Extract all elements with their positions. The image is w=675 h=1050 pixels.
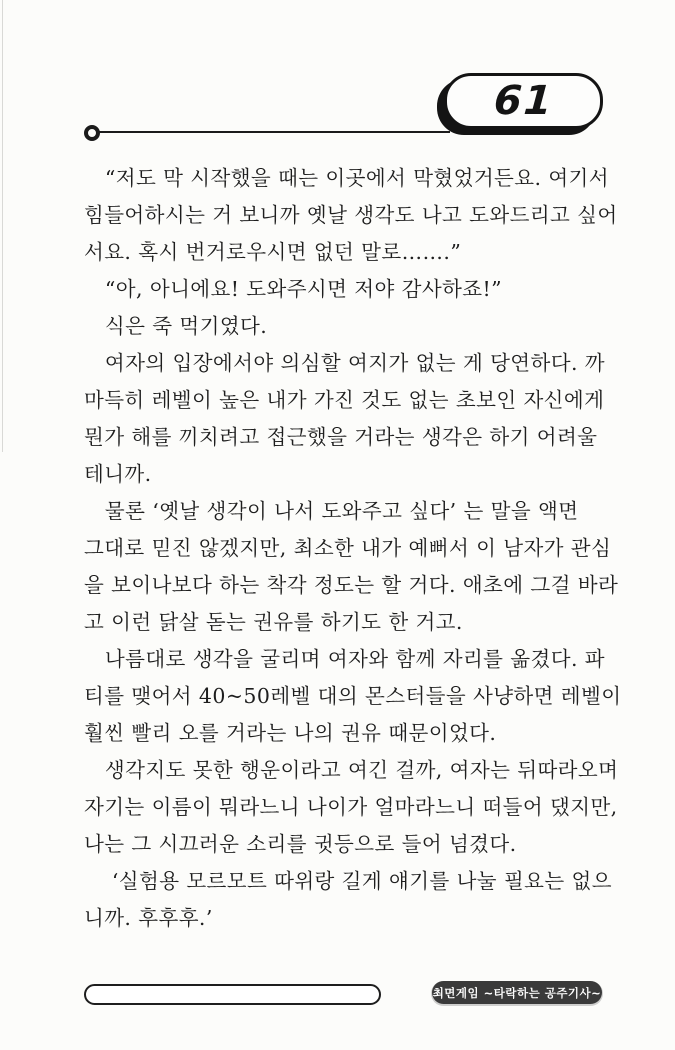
body-text <box>84 160 622 937</box>
text-line: 나름대로 생각을 굴리며 여자와 함께 자리를 옮겼다. 파 <box>84 647 606 671</box>
line-end-ring-icon <box>84 125 100 141</box>
text-line: 을 보이나보다 하는 착각 정도는 할 거다. 애초에 그걸 바라 <box>84 573 619 597</box>
text-line: 그대로 믿진 않겠지만, 최소한 내가 예뻐서 이 남자가 관심 <box>84 536 612 560</box>
text-line: 여자의 입장에서야 의심할 여지가 없는 게 당연하다. 까 <box>84 351 606 375</box>
text-line: 티를 맺어서 40~50레벨 대의 몬스터들을 사냥하면 레벨이 <box>84 684 622 708</box>
text-line: 자기는 이름이 뭐라느니 나이가 얼마라느니 떠들어 댔지만, <box>84 795 618 819</box>
page-number-badge <box>444 73 603 129</box>
text-line: “아, 아니에요! 도와주시면 저야 감사하죠!” <box>84 277 503 301</box>
text-line: 식은 죽 먹기였다. <box>84 314 268 338</box>
text-line: “저도 막 시작했을 때는 이곳에서 막혔었거든요. 여기서 <box>84 166 609 190</box>
series-title: 최면게임 ~타락하는 공주기사~ <box>432 985 602 1000</box>
footer-series-badge <box>432 981 602 1004</box>
text-line: 마득히 레벨이 높은 내가 가진 것도 없는 초보인 자신에게 <box>84 388 605 412</box>
text-line: 나는 그 시끄러운 소리를 귓등으로 들어 넘겼다. <box>84 832 517 856</box>
footer-empty-pill <box>84 984 381 1005</box>
text-line: 서요. 혹시 번거로우시면 없던 말로…….” <box>84 240 462 264</box>
scan-edge-artifact <box>2 0 3 452</box>
text-line: 생각지도 못한 행운이라고 여긴 걸까, 여자는 뒤따라오며 <box>84 758 619 782</box>
text-line: 힘들어하시는 거 보니까 옛날 생각도 나고 도와드리고 싶어 <box>84 203 618 227</box>
page-number: 61 <box>492 78 555 124</box>
text-line: ‘실험용 모르모트 따위랑 길게 얘기를 나눌 필요는 없으 <box>84 869 612 893</box>
text-line: 테니까. <box>84 462 152 486</box>
text-line: 고 이런 닭살 돋는 권유를 하기도 한 거고. <box>84 610 463 634</box>
text-line: 훨씬 빨리 오를 거라는 나의 권유 때문이었다. <box>84 721 497 745</box>
text-line: 니까. 후후후.’ <box>84 906 213 930</box>
text-line: 물론 ‘옛날 생각이 나서 도와주고 싶다’ 는 말을 액면 <box>84 499 579 523</box>
header-rule <box>98 131 450 133</box>
text-line: 뭔가 해를 끼치려고 접근했을 거라는 생각은 하기 어려울 <box>84 425 598 449</box>
